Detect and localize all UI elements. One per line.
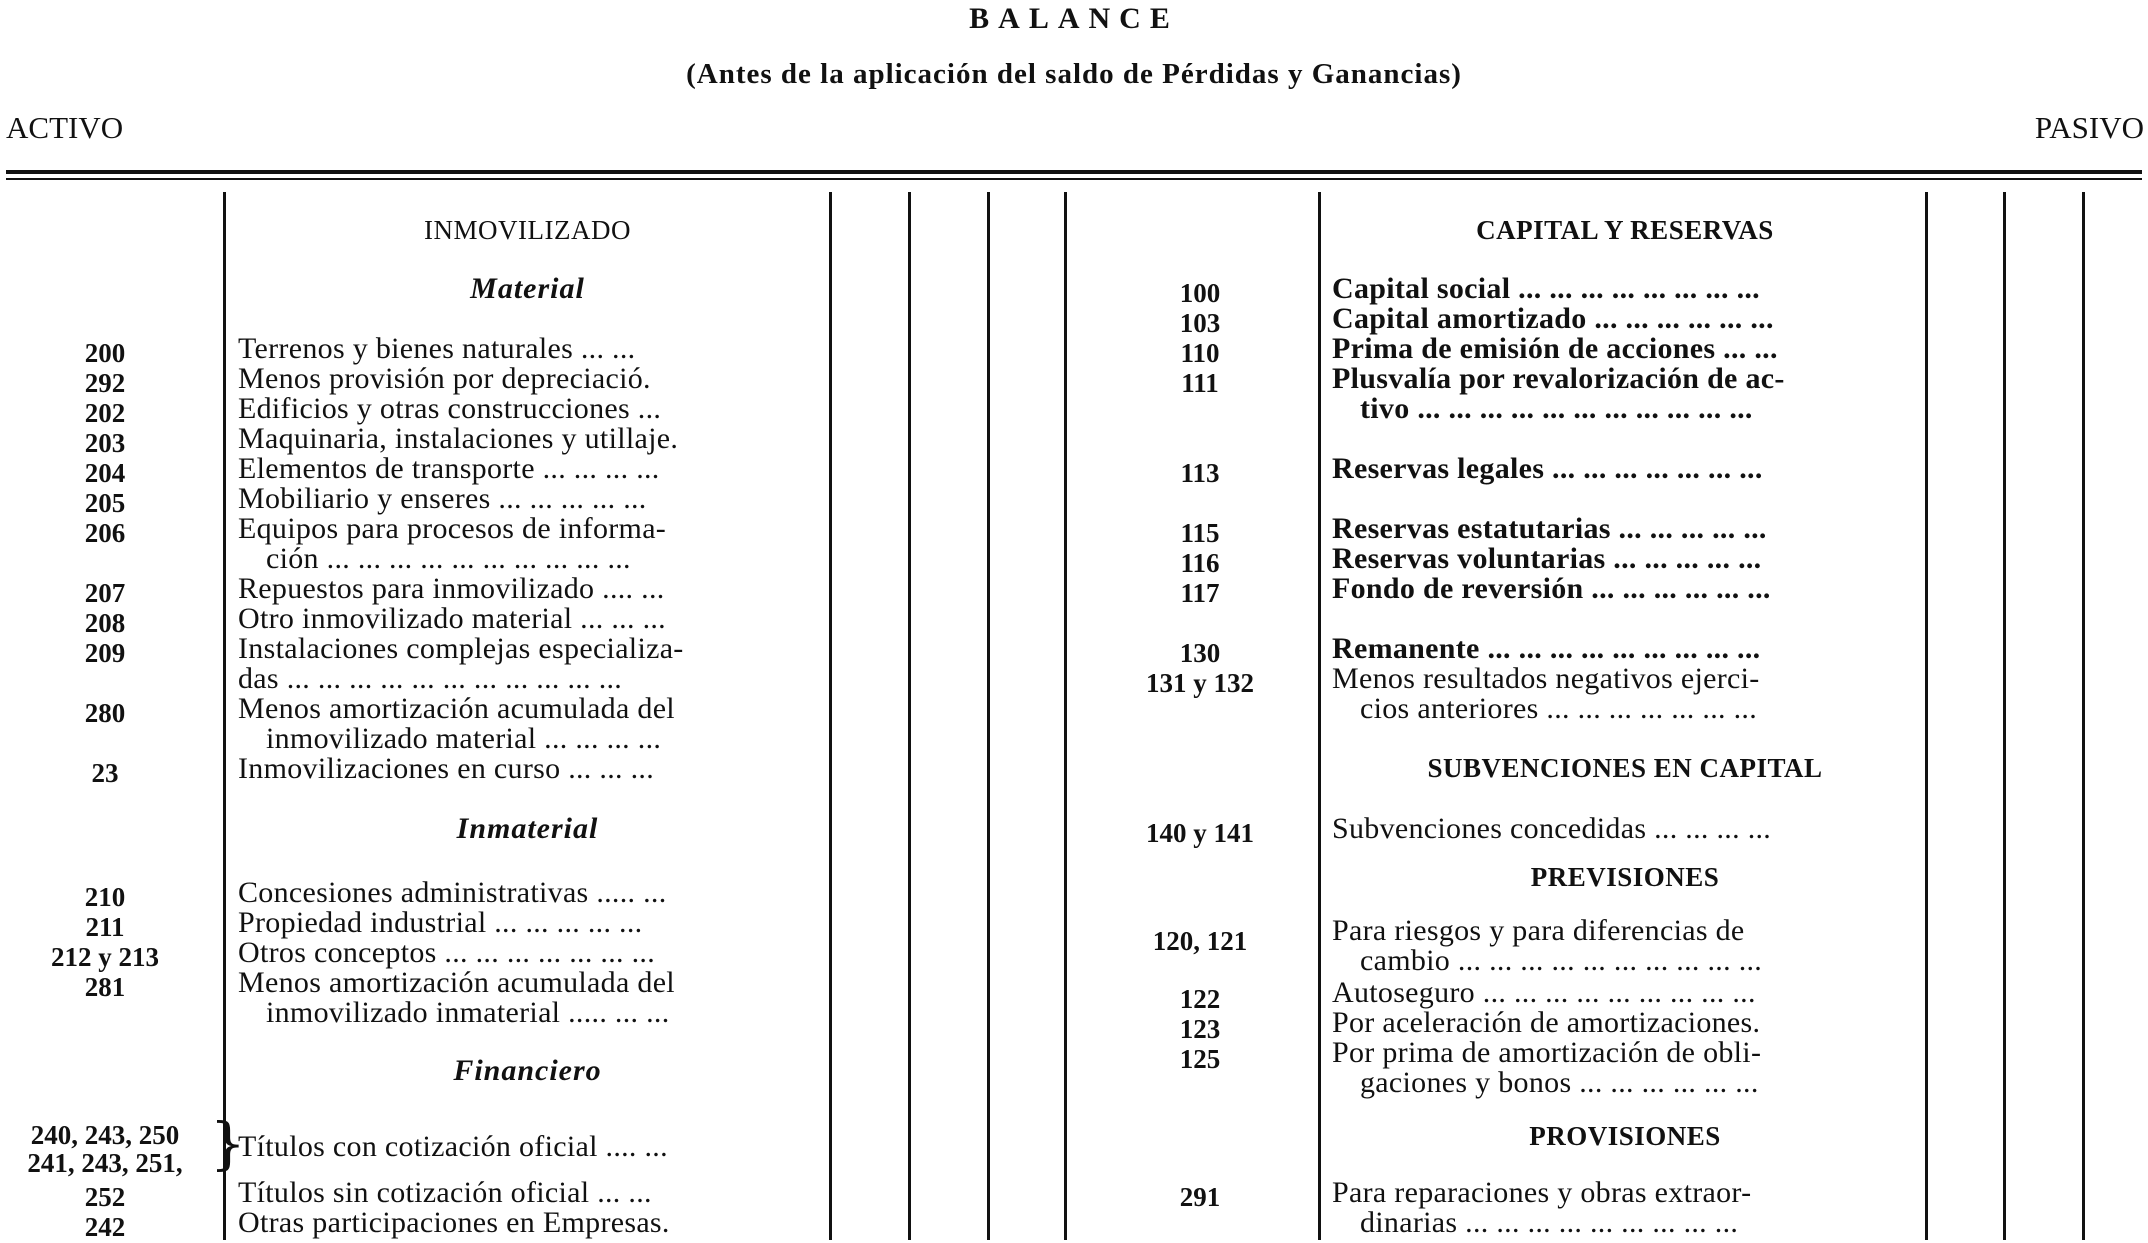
- section-heading-capital-reservas: CAPITAL Y RESERVAS: [1476, 215, 1774, 245]
- account-text: Menos resultados negativos ejerci-: [1332, 662, 1760, 695]
- column-rule: [1064, 192, 1067, 1240]
- account-code: 209: [84, 638, 126, 668]
- account-text-continued: cios anteriores ... ... ... ... ... ... ...: [1360, 692, 1757, 725]
- account-text: Remanente ... ... ... ... ... ... ... ... ...: [1332, 632, 1761, 665]
- account-text: Capital social ... ... ... ... ... ... ... ...: [1332, 272, 1760, 305]
- account-text: Mobiliario y enseres ... ... ... ... ...: [238, 482, 647, 515]
- account-code: 125: [1179, 1044, 1221, 1074]
- account-code: 140 y 141: [1146, 818, 1254, 848]
- account-code: 100: [1179, 278, 1221, 308]
- account-code: 130: [1179, 638, 1221, 668]
- account-text: Menos provisión por depreciació.: [238, 362, 651, 395]
- account-code: 120, 121: [1152, 926, 1248, 956]
- account-code: 291: [1179, 1182, 1221, 1212]
- account-code: 23: [91, 758, 119, 788]
- header-rule-thin: [6, 178, 2142, 180]
- account-text: Prima de emisión de acciones ... ...: [1332, 332, 1778, 365]
- account-code: 240, 243, 250: [30, 1120, 180, 1150]
- account-code: 292: [84, 368, 126, 398]
- subheading-inmaterial: Inmaterial: [456, 812, 599, 845]
- account-text: Reservas legales ... ... ... ... ... ... ...: [1332, 452, 1763, 485]
- column-rule: [2003, 192, 2006, 1240]
- section-heading-provisiones: PROVISIONES: [1529, 1121, 1721, 1151]
- account-code: 205: [84, 488, 126, 518]
- account-code: 103: [1179, 308, 1221, 338]
- section-heading-subvenciones: SUBVENCIONES EN CAPITAL: [1427, 753, 1823, 783]
- account-code: 211: [85, 912, 125, 942]
- column-rule: [1925, 192, 1928, 1240]
- account-code: 203: [84, 428, 126, 458]
- account-text: Elementos de transporte ... ... ... ...: [238, 452, 660, 485]
- column-rule: [987, 192, 990, 1240]
- account-code: 117: [1180, 578, 1220, 608]
- account-text-continued: gaciones y bonos ... ... ... ... ... ...: [1360, 1066, 1759, 1099]
- account-code: 212 y 213: [51, 942, 159, 972]
- account-text: Por prima de amortización de obli-: [1332, 1036, 1762, 1069]
- account-text: Plusvalía por revalorización de ac-: [1332, 362, 1785, 395]
- document-subtitle: (Antes de la aplicación del saldo de Pérdidas y Ganancias): [686, 58, 1462, 90]
- account-text: Títulos con cotización oficial .... ...: [238, 1130, 668, 1163]
- document-title: BALANCE: [969, 2, 1179, 35]
- account-text: Edificios y otras construcciones ...: [238, 392, 662, 425]
- account-code: 111: [1181, 368, 1219, 398]
- account-text-continued: das ... ... ... ... ... ... ... ... ... ... ...: [238, 662, 623, 695]
- account-text: Menos amortización acumulada del: [238, 692, 675, 725]
- column-rule: [908, 192, 911, 1240]
- account-text: Inmovilizaciones en curso ... ... ...: [238, 752, 654, 785]
- account-code: 210: [84, 882, 126, 912]
- account-text: Instalaciones complejas especializa-: [238, 632, 684, 665]
- subheading-financiero: Financiero: [453, 1054, 602, 1087]
- account-code: 110: [1180, 338, 1220, 368]
- account-text: Propiedad industrial ... ... ... ... ...: [238, 906, 643, 939]
- account-text: Autoseguro ... ... ... ... ... ... ... ... ...: [1332, 976, 1756, 1009]
- account-code: 122: [1179, 984, 1221, 1014]
- account-text: Maquinaria, instalaciones y utillaje.: [238, 422, 679, 455]
- account-text: Concesiones administrativas ..... ...: [238, 876, 667, 909]
- subheading-material: Material: [470, 272, 585, 305]
- account-text: Equipos para procesos de informa-: [238, 512, 667, 545]
- brace-symbol: }: [210, 1112, 246, 1177]
- account-text: Otros conceptos ... ... ... ... ... ... ...: [238, 936, 656, 969]
- account-text: Títulos sin cotización oficial ... ...: [238, 1176, 652, 1209]
- account-text-continued: inmovilizado material ... ... ... ...: [266, 722, 662, 755]
- column-rule: [2082, 192, 2085, 1240]
- account-code: 131 y 132: [1146, 668, 1254, 698]
- header-rule-thick: [6, 170, 2142, 174]
- account-code: 281: [84, 972, 126, 1002]
- account-code: 241, 243, 251,: [27, 1148, 183, 1178]
- account-code: 204: [84, 458, 126, 488]
- account-code: 252: [84, 1182, 126, 1212]
- account-text: Otras participaciones en Empresas.: [238, 1206, 670, 1239]
- account-text: Por aceleración de amortizaciones.: [1332, 1006, 1761, 1039]
- account-text: Subvenciones concedidas ... ... ... ...: [1332, 812, 1772, 845]
- pasivo-column-label: PASIVO: [2034, 110, 2144, 145]
- account-text-continued: dinarias ... ... ... ... ... ... ... ... ...: [1360, 1206, 1739, 1239]
- account-text: Fondo de reversión ... ... ... ... ... ...: [1332, 572, 1771, 605]
- account-text: Capital amortizado ... ... ... ... ... ...: [1332, 302, 1774, 335]
- account-code: 206: [84, 518, 126, 548]
- account-code: 202: [84, 398, 126, 428]
- account-code: 123: [1179, 1014, 1221, 1044]
- account-code: 116: [1180, 548, 1220, 578]
- account-code: 200: [84, 338, 126, 368]
- activo-column-label: ACTIVO: [6, 110, 124, 145]
- account-code: 115: [1180, 518, 1220, 548]
- account-text: Otro inmovilizado material ... ... ...: [238, 602, 666, 635]
- account-text-continued: ción ... ... ... ... ... ... ... ... ... ...: [266, 542, 631, 575]
- section-heading-previsiones: PREVISIONES: [1530, 862, 1720, 892]
- account-code: 207: [84, 578, 126, 608]
- account-code: 242: [84, 1212, 126, 1242]
- account-code: 280: [84, 698, 126, 728]
- account-text-continued: cambio ... ... ... ... ... ... ... ... ... ...: [1360, 944, 1763, 977]
- account-text: Reservas estatutarias ... ... ... ... ...: [1332, 512, 1767, 545]
- account-text: Reservas voluntarias ... ... ... ... ...: [1332, 542, 1762, 575]
- account-text-continued: inmovilizado inmaterial ..... ... ...: [266, 996, 670, 1029]
- account-text: Menos amortización acumulada del: [238, 966, 675, 999]
- account-code: 113: [1180, 458, 1220, 488]
- account-code: 208: [84, 608, 126, 638]
- section-heading-inmovilizado: INMOVILIZADO: [424, 215, 631, 245]
- account-text: Para riesgos y para diferencias de: [1332, 914, 1745, 947]
- account-text: Terrenos y bienes naturales ... ...: [238, 332, 636, 365]
- account-text: Para reparaciones y obras extraor-: [1332, 1176, 1752, 1209]
- account-text-continued: tivo ... ... ... ... ... ... ... ... ... ... ...: [1360, 392, 1753, 425]
- account-text: Repuestos para inmovilizado .... ...: [238, 572, 665, 605]
